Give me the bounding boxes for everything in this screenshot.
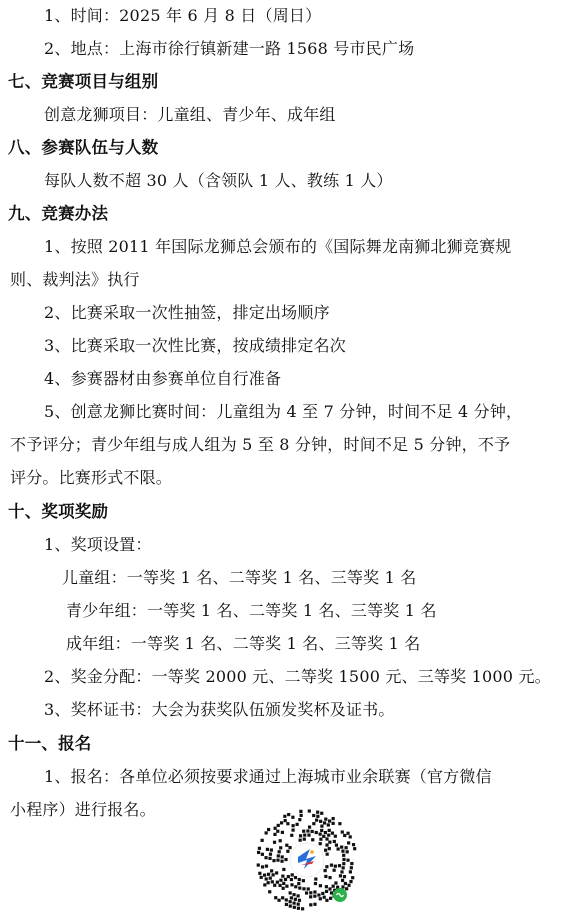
registration-line: 1、报名：各单位必须按要求通过上海城市业余联赛（官方微信 (44, 767, 492, 786)
rules-line-4: 4、参赛器材由参赛单位自行准备 (44, 369, 282, 388)
trophy-line: 3、奖杯证书：大会为获奖队伍颁发奖杯及证书。 (44, 700, 395, 719)
team-size-line: 每队人数不超 30 人（含领队 1 人、教练 1 人） (44, 171, 393, 190)
section-8-heading: 八、参赛队伍与人数 (8, 138, 159, 157)
section-10-heading: 十、奖项奖励 (8, 502, 109, 521)
awards-youth-line: 青少年组：一等奖 1 名、二等奖 1 名、三等奖 1 名 (66, 601, 437, 620)
rules-line-2: 2、比赛采取一次性抽签，排定出场顺序 (44, 303, 330, 322)
prize-money-line: 2、奖金分配：一等奖 2000 元、二等奖 1500 元、三等奖 1000 元。 (44, 667, 551, 686)
registration-line-cont: 小程序）进行报名。 (10, 800, 156, 819)
rules-line-5-cont-1: 不予评分；青少年组与成人组为 5 至 8 分钟，时间不足 5 分钟，不予 (10, 435, 511, 454)
time-line: 1、时间：2025 年 6 月 8 日（周日） (44, 6, 322, 25)
event-groups-line: 创意龙狮项目：儿童组、青少年、成年组 (44, 105, 336, 124)
mini-program-qr-code-icon[interactable] (254, 807, 360, 913)
rules-line-5-cont-2: 评分。比赛形式不限。 (10, 468, 173, 487)
awards-adult-line: 成年组：一等奖 1 名、二等奖 1 名、三等奖 1 名 (66, 634, 421, 653)
section-9-heading: 九、竞赛办法 (8, 204, 109, 223)
rules-line-1: 1、按照 2011 年国际龙狮总会颁布的《国际舞龙南狮北狮竞赛规 (44, 237, 512, 256)
awards-setting-line: 1、奖项设置： (44, 535, 152, 554)
rules-line-1-cont: 则、裁判法》执行 (10, 270, 140, 289)
awards-children-line: 儿童组：一等奖 1 名、二等奖 1 名、三等奖 1 名 (62, 568, 417, 587)
section-7-heading: 七、竞赛项目与组别 (8, 72, 159, 91)
rules-line-5: 5、创意龙狮比赛时间：儿童组为 4 至 7 分钟，时间不足 4 分钟， (44, 402, 523, 421)
section-11-heading: 十一、报名 (8, 734, 92, 753)
location-line: 2、地点：上海市徐行镇新建一路 1568 号市民广场 (44, 39, 415, 58)
rules-line-3: 3、比赛采取一次性比赛，按成绩排定名次 (44, 336, 346, 355)
